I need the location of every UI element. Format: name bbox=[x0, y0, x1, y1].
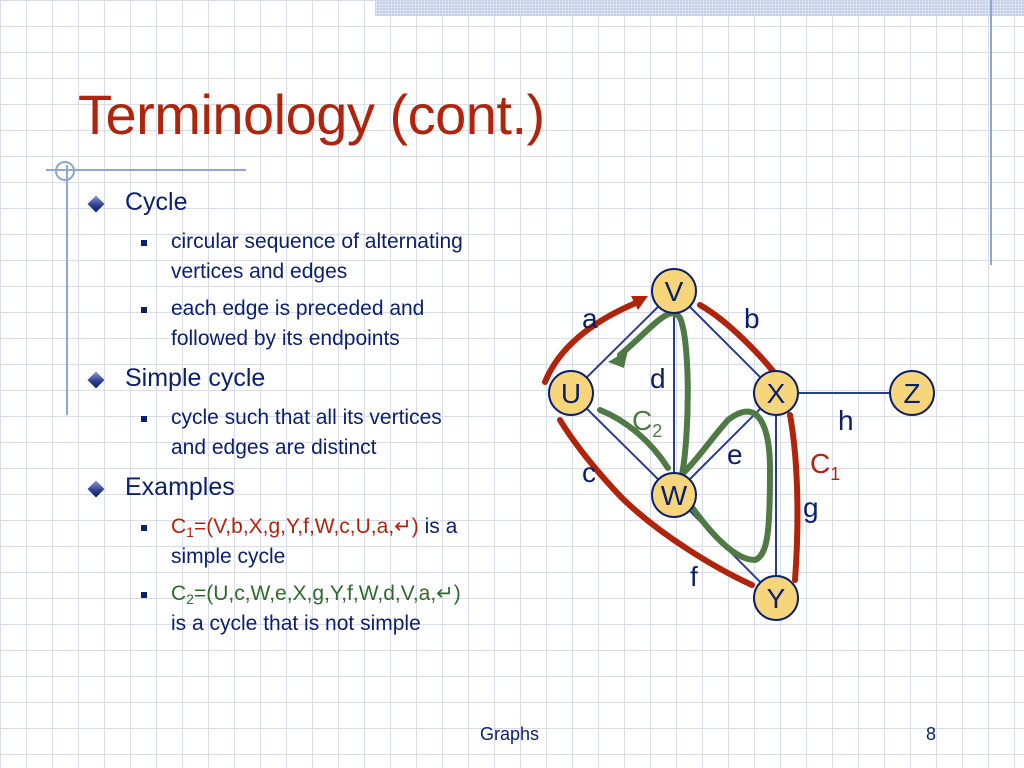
cycle-label-c2-letter: C bbox=[632, 405, 653, 436]
c1-description-end: simple cycle bbox=[171, 545, 286, 568]
vertex-label-w: W bbox=[660, 480, 688, 511]
c1-description-start: is a bbox=[418, 515, 458, 538]
edge-label-d: d bbox=[650, 363, 666, 394]
sub-bullet-line: each edge is preceded and bbox=[171, 297, 425, 320]
c1-subscript: 1 bbox=[186, 524, 194, 540]
edge-label-h: h bbox=[838, 405, 854, 436]
edge-label-e: e bbox=[727, 439, 743, 470]
cycle-c2-path bbox=[600, 313, 770, 560]
page-number: 8 bbox=[926, 724, 937, 744]
edge-label-a: a bbox=[582, 303, 598, 334]
bullet-simple-cycle: Simple cycle bbox=[125, 364, 266, 392]
cycle-label-c1-letter: C bbox=[810, 448, 831, 479]
c1-vertex-edge-sequence: =(V,b,X,g,Y,f,W,c,U,a,↵) bbox=[193, 515, 419, 538]
vertex-label-u: U bbox=[560, 378, 582, 409]
edge-label-g: g bbox=[803, 492, 819, 523]
vertex-label-z: Z bbox=[903, 378, 921, 409]
footer-title: Graphs bbox=[480, 724, 540, 744]
sub-bullet-line: cycle such that all its vertices bbox=[171, 406, 442, 429]
c2-subscript: 2 bbox=[186, 591, 194, 607]
sub-bullet-line: circular sequence of alternating bbox=[171, 230, 463, 253]
c1-letter: C bbox=[171, 515, 187, 538]
edge-label-f: f bbox=[690, 561, 698, 592]
vertex-label-y: Y bbox=[766, 583, 786, 614]
c2-letter: C bbox=[171, 582, 187, 605]
vertex-label-v: V bbox=[664, 276, 684, 307]
cycle-label-c2 bbox=[632, 405, 662, 441]
cycle-c1-path bbox=[545, 296, 797, 585]
cycle-label-c1 bbox=[810, 448, 840, 484]
c2-description: is a cycle that is not simple bbox=[171, 612, 421, 635]
sub-bullet-line: vertices and edges bbox=[171, 260, 348, 283]
c2-vertex-edge-sequence: =(U,c,W,e,X,g,Y,f,W,d,V,a,↵) bbox=[193, 582, 461, 605]
cycle-label-c2-subscript: 2 bbox=[652, 421, 663, 441]
edge-label-c: c bbox=[582, 457, 596, 488]
bullet-cycle: Cycle bbox=[125, 188, 188, 216]
sub-bullet-line: followed by its endpoints bbox=[171, 327, 400, 350]
vertex-label-x: X bbox=[766, 378, 786, 409]
slide-title: Terminology (cont.) bbox=[78, 83, 545, 146]
bullet-examples: Examples bbox=[125, 473, 235, 501]
sub-bullet-line: and edges are distinct bbox=[171, 436, 377, 459]
edge-label-b: b bbox=[744, 303, 760, 334]
cycle-label-c1-subscript: 1 bbox=[830, 464, 841, 484]
